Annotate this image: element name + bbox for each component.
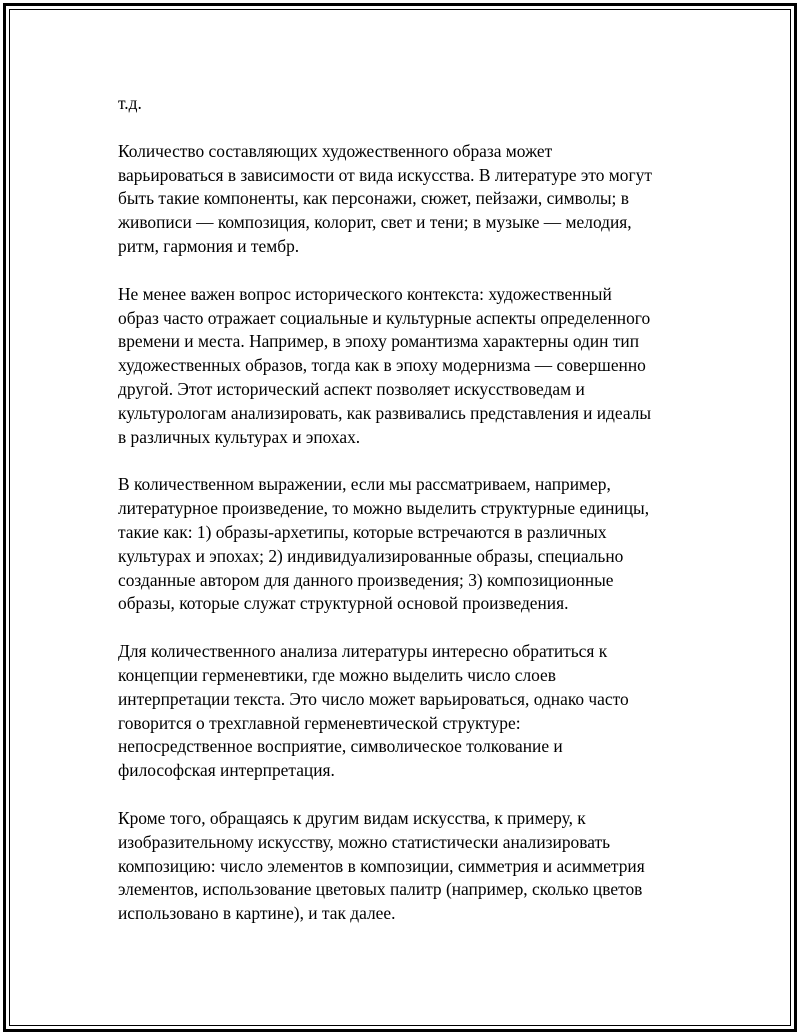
- document-body: [118, 92, 698, 950]
- paragraph-image-components: Количество составляющих художественного образа может варьироваться в зависимости от вида искусства. В литературе это могут быть такие компоненты, как персонажи, сюжет, пейзажи, символы; в живописи — композиция, колорит, свет и тени; в музыке — мелодия, ритм, гармония и тембр.: [118, 140, 652, 256]
- paragraph-continuation: т.д.: [118, 93, 142, 113]
- paragraph-quantitative-units: В количественном выражении, если мы рассматриваем, например, литературное произведение, то можно выделить структурные единицы, такие как: 1) образы-архетипы, которые встречаются в различных культурах и эпохах; 2) индивидуализированные образы, специально созданные автором для данного произведения; 3) композиционные образы, которые служат структурной основой произведения.: [118, 474, 650, 614]
- paragraph-visual-arts: Кроме того, обращаясь к другим видам искусства, к примеру, к изобразительному искусству, можно статистически анализировать композицию: число элементов в композиции, симметрия и асимметрия элементов, использование цветовых палитр (например, сколько цветов использовано в картине), и так далее.: [118, 807, 645, 924]
- paragraph-historical-context: Не менее важен вопрос исторического контекста: художественный образ часто отражает социальные и культурные аспекты определенного времени и места. Например, в эпоху романтизма характерны один тип художественных образов, тогда как в эпоху модернизма — совершенно другой. Этот исторический аспект позволяет искусствоведам и культурологам анализировать, как развивались представления и идеалы в различных культурах и эпохах.: [118, 283, 652, 447]
- paragraph-hermeneutics: Для количественного анализа литературы интересно обратиться к концепции герменевтики, где можно выделить число слоев интерпретации текста. Это число может варьироваться, однако часто говорится о трехглавной герменевтической структуре: непосредственное восприятие, символическое толкование и философская интерпретация.: [118, 641, 629, 781]
